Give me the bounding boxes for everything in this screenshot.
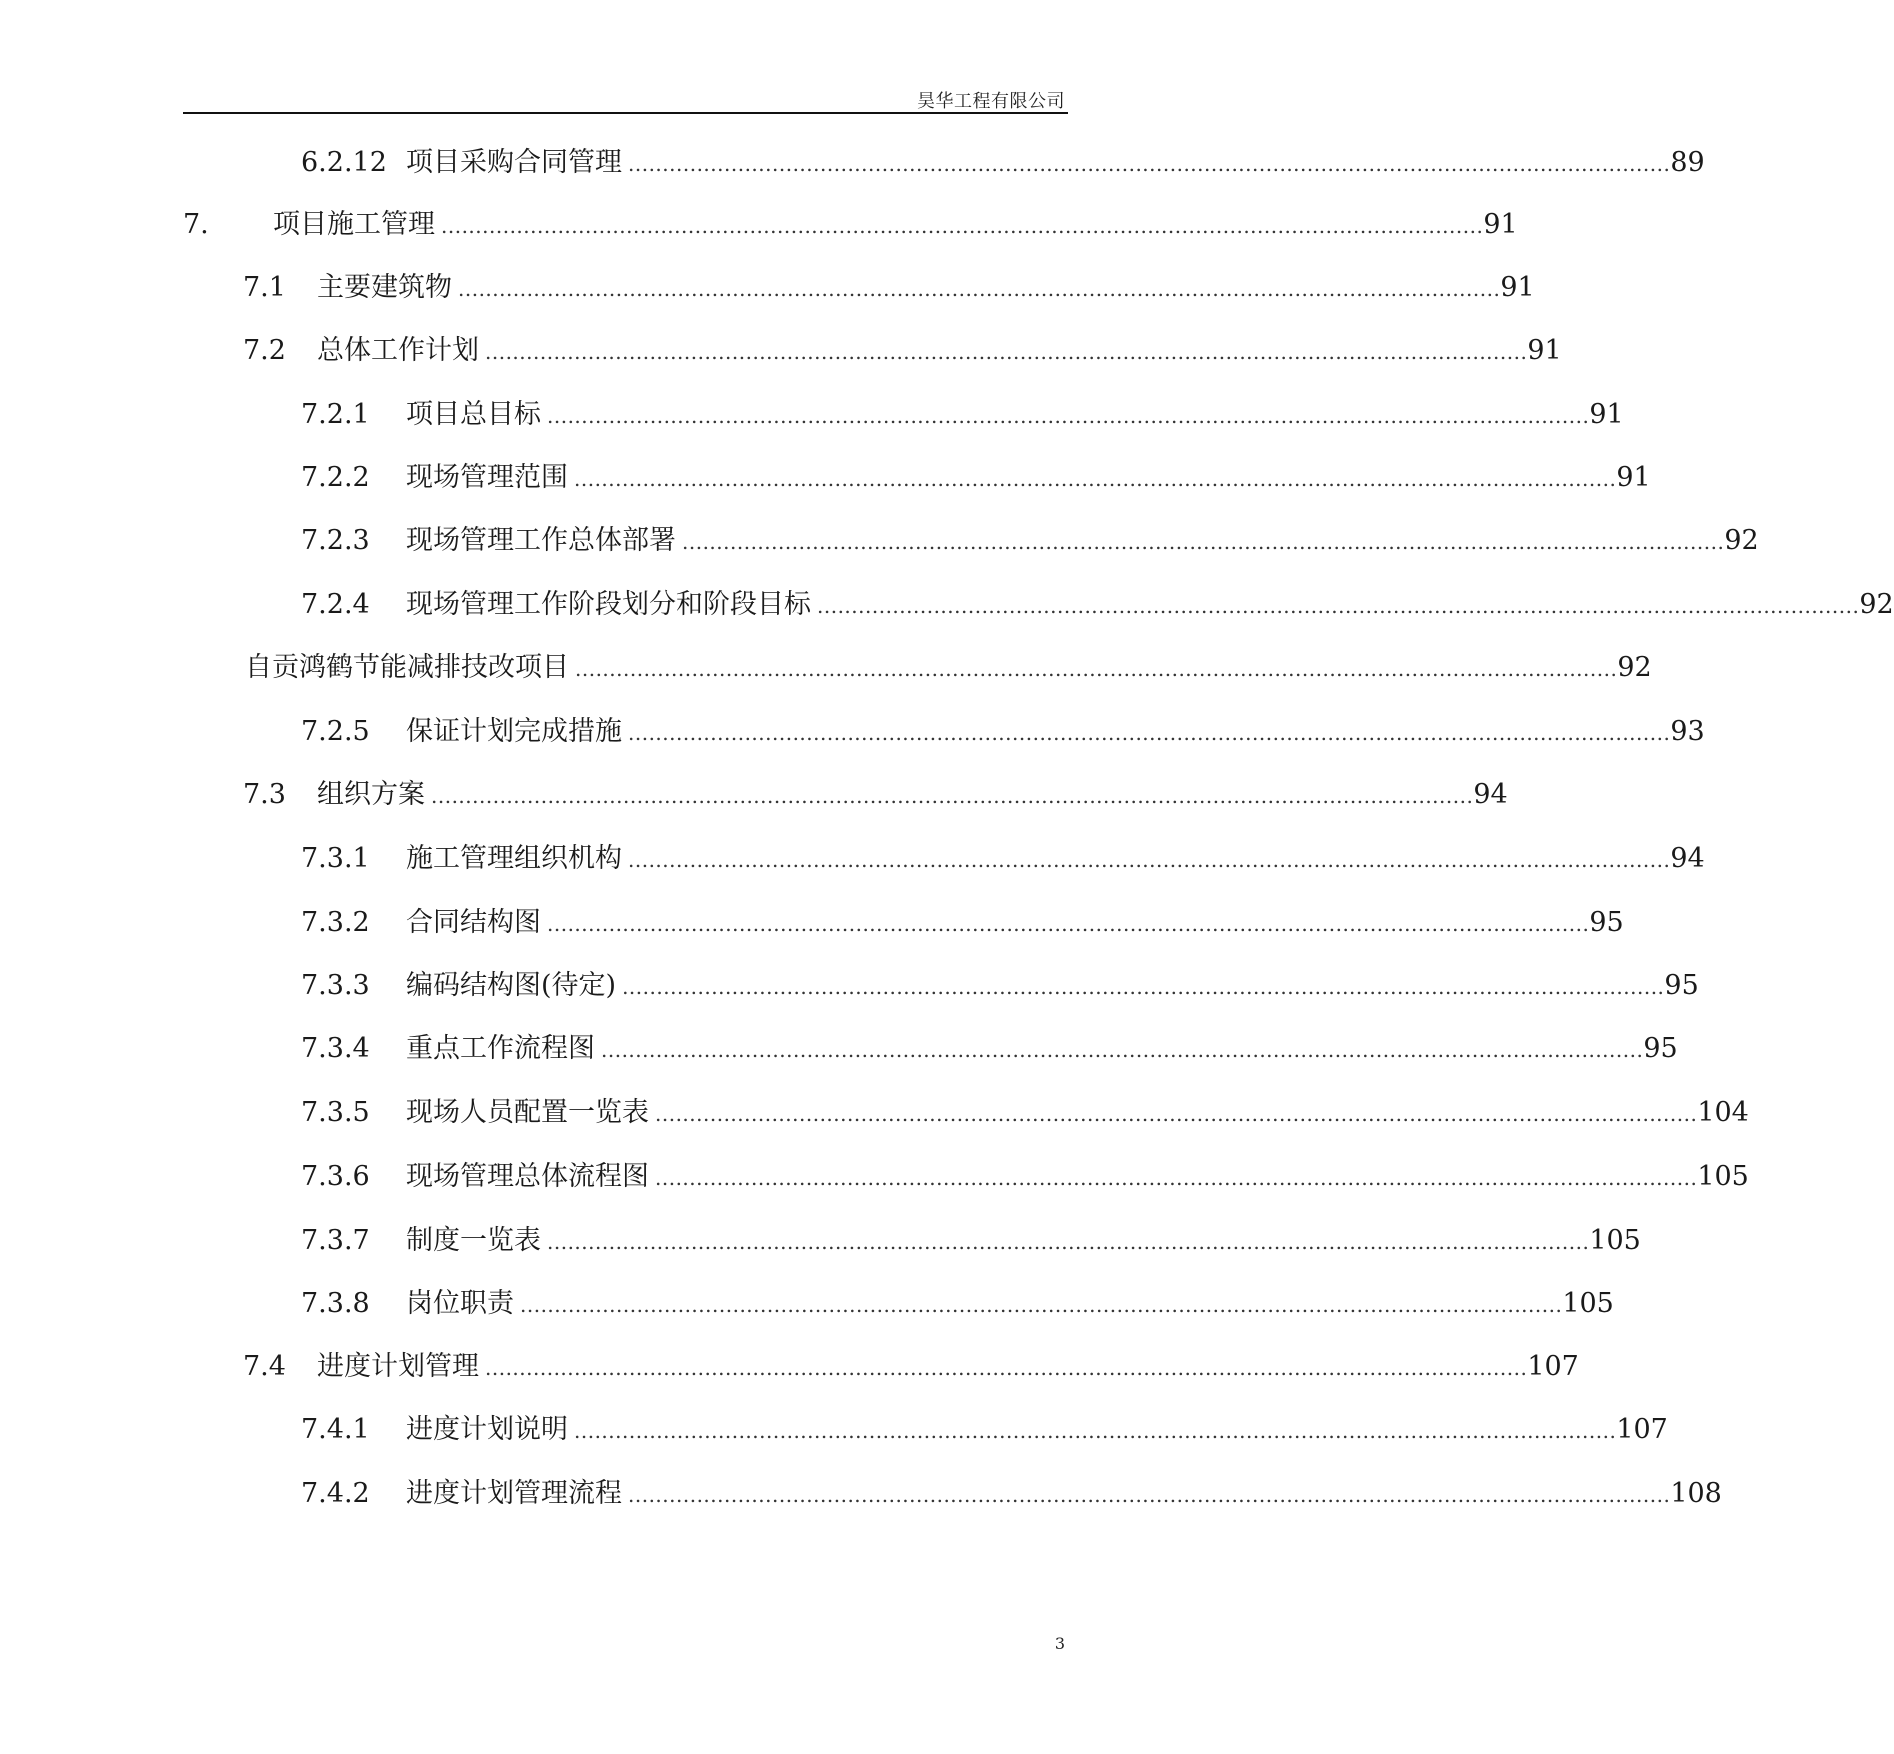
toc-entry[interactable] xyxy=(0,1157,1749,1197)
toc-entry-title: 制度一览表 xyxy=(406,1225,541,1256)
toc-entry-number: 7.3 xyxy=(243,779,286,810)
toc-entry-title: 主要建筑物 xyxy=(317,272,452,303)
toc-entry-page: 92 xyxy=(1859,589,1894,620)
toc-dot-leader: ........................................................................................................................................................ xyxy=(485,1356,1528,1380)
toc-entry[interactable] xyxy=(0,1474,1722,1514)
toc-entry[interactable] xyxy=(0,268,1535,308)
toc-dot-leader: ........................................................................................................................................................ xyxy=(655,1102,1698,1126)
toc-entry-page: 91 xyxy=(1500,272,1535,303)
toc-entry[interactable] xyxy=(0,1284,1614,1324)
toc-entry-number: 7.2.4 xyxy=(301,589,370,620)
toc-entry-page: 93 xyxy=(1670,716,1705,747)
toc-entry-title: 项目采购合同管理 xyxy=(406,147,622,178)
toc-dot-leader: ........................................................................................................................................................ xyxy=(628,848,1671,872)
toc-entry-page: 92 xyxy=(1617,652,1652,683)
toc-entry-page: 105 xyxy=(1562,1288,1614,1319)
toc-dot-leader: ........................................................................................................................................................ xyxy=(622,975,1665,999)
toc-entry-page: 91 xyxy=(1527,335,1562,366)
toc-entry-number: 7.3.2 xyxy=(301,907,370,938)
toc-entry-number: 7.1 xyxy=(243,272,286,303)
toc-dot-leader: ........................................................................................................................................................ xyxy=(458,277,1501,301)
toc-entry-number: 7.3.5 xyxy=(301,1097,370,1128)
toc-dot-leader: ........................................................................................................................................................ xyxy=(628,152,1671,176)
toc-dot-leader: ........................................................................................................................................................ xyxy=(547,912,1590,936)
toc-entry[interactable] xyxy=(0,205,1518,245)
toc-entry[interactable] xyxy=(0,395,1624,435)
toc-entry-title: 编码结构图(待定) xyxy=(406,970,617,1001)
toc-entry-number: 7.2.1 xyxy=(301,399,370,430)
toc-entry-number: 7.2.5 xyxy=(301,716,370,747)
toc-entry-title: 现场管理工作阶段划分和阶段目标 xyxy=(406,589,811,620)
toc-entry-page: 95 xyxy=(1643,1033,1678,1064)
toc-entry-number: 7.3.7 xyxy=(301,1225,370,1256)
toc-dot-leader: ........................................................................................................................................................ xyxy=(628,721,1671,745)
toc-entry-title: 进度计划管理 xyxy=(317,1351,479,1382)
toc-entry-number: 7.3.1 xyxy=(301,843,370,874)
toc-dot-leader: ........................................................................................................................................................ xyxy=(485,340,1528,364)
toc-entry-title: 自贡鸿鹤节能减排技改项目 xyxy=(245,652,569,683)
toc-entry-title: 现场管理总体流程图 xyxy=(406,1161,649,1192)
toc-entry-number: 7.4.2 xyxy=(301,1478,370,1509)
toc-entry-number: 7.3.4 xyxy=(301,1033,370,1064)
toc-entry-title: 进度计划管理流程 xyxy=(406,1478,622,1509)
toc-entry[interactable] xyxy=(0,966,1699,1006)
toc-entry-title: 项目总目标 xyxy=(406,399,541,430)
toc-entry-number: 7. xyxy=(183,209,209,240)
toc-entry-page: 105 xyxy=(1697,1161,1749,1192)
toc-dot-leader: ........................................................................................................................................................ xyxy=(520,1293,1563,1317)
toc-dot-leader: ........................................................................................................................................................ xyxy=(574,1419,1617,1443)
toc-entry-title: 岗位职责 xyxy=(406,1288,514,1319)
toc-dot-leader: ........................................................................................................................................................ xyxy=(441,214,1484,238)
toc-entry-page: 89 xyxy=(1670,147,1705,178)
toc-entry[interactable] xyxy=(0,1410,1668,1450)
toc-entry-number: 7.2.2 xyxy=(301,462,370,493)
toc-entry-title: 组织方案 xyxy=(317,779,425,810)
toc-entry-title: 施工管理组织机构 xyxy=(406,843,622,874)
toc-dot-leader: ........................................................................................................................................................ xyxy=(547,1230,1590,1254)
toc-entry-page: 92 xyxy=(1724,525,1759,556)
toc-dot-leader: ........................................................................................................................................................ xyxy=(431,784,1474,808)
toc-entry-number: 7.2.3 xyxy=(301,525,370,556)
toc-entry[interactable] xyxy=(0,775,1508,815)
toc-entry-number: 6.2.12 xyxy=(301,147,387,178)
toc-entry-title: 现场人员配置一览表 xyxy=(406,1097,649,1128)
toc-entry-page: 104 xyxy=(1697,1097,1749,1128)
toc-dot-leader: ........................................................................................................................................................ xyxy=(655,1166,1698,1190)
toc-entry[interactable] xyxy=(0,458,1651,498)
toc-entry[interactable] xyxy=(0,585,1894,625)
toc-entry-page: 105 xyxy=(1589,1225,1641,1256)
toc-entry-number: 7.4.1 xyxy=(301,1414,370,1445)
toc-entry[interactable] xyxy=(0,712,1705,752)
toc-entry-page: 91 xyxy=(1483,209,1518,240)
toc-entry-page: 107 xyxy=(1616,1414,1668,1445)
toc-entry-number: 7.3.6 xyxy=(301,1161,370,1192)
toc-entry[interactable] xyxy=(0,143,1705,183)
toc-dot-leader: ........................................................................................................................................................ xyxy=(817,594,1860,618)
toc-dot-leader: ........................................................................................................................................................ xyxy=(601,1038,1644,1062)
toc-entry-page: 94 xyxy=(1473,779,1508,810)
toc-entry-number: 7.3.3 xyxy=(301,970,370,1001)
toc-entry[interactable] xyxy=(0,839,1705,879)
toc-entry[interactable] xyxy=(0,1093,1749,1133)
toc-entry-page: 94 xyxy=(1670,843,1705,874)
toc-entry-title: 合同结构图 xyxy=(406,907,541,938)
toc-entry-page: 91 xyxy=(1589,399,1624,430)
toc-dot-leader: ........................................................................................................................................................ xyxy=(682,530,1725,554)
page-number: 3 xyxy=(1054,1634,1065,1653)
toc-entry-title: 现场管理范围 xyxy=(406,462,568,493)
toc-entry[interactable] xyxy=(0,1347,1579,1387)
toc-entry-title: 进度计划说明 xyxy=(406,1414,568,1445)
toc-entry-number: 7.2 xyxy=(243,335,286,366)
toc-dot-leader: ........................................................................................................................................................ xyxy=(574,467,1617,491)
toc-entry-title: 项目施工管理 xyxy=(273,209,435,240)
toc-entry[interactable] xyxy=(0,1029,1678,1069)
toc-entry-title: 现场管理工作总体部署 xyxy=(406,525,676,556)
toc-entry[interactable] xyxy=(0,648,1652,688)
toc-dot-leader: ........................................................................................................................................................ xyxy=(628,1483,1671,1507)
toc-entry-page: 108 xyxy=(1670,1478,1722,1509)
toc-entry[interactable] xyxy=(0,1221,1641,1261)
toc-dot-leader: ........................................................................................................................................................ xyxy=(575,657,1618,681)
toc-entry[interactable] xyxy=(0,521,1759,561)
toc-entry[interactable] xyxy=(0,331,1562,371)
toc-entry-number: 7.4 xyxy=(243,1351,286,1382)
toc-entry-title: 保证计划完成措施 xyxy=(406,716,622,747)
toc-entry-title: 总体工作计划 xyxy=(317,335,479,366)
toc-entry-number: 7.3.8 xyxy=(301,1288,370,1319)
toc-entry[interactable] xyxy=(0,903,1624,943)
toc-dot-leader: ........................................................................................................................................................ xyxy=(547,404,1590,428)
toc-entry-page: 95 xyxy=(1664,970,1699,1001)
header-company-name: 昊华工程有限公司 xyxy=(917,91,1065,112)
toc-entry-page: 91 xyxy=(1616,462,1651,493)
toc-entry-page: 95 xyxy=(1589,907,1624,938)
toc-entry-page: 107 xyxy=(1527,1351,1579,1382)
toc-entry-title: 重点工作流程图 xyxy=(406,1033,595,1064)
